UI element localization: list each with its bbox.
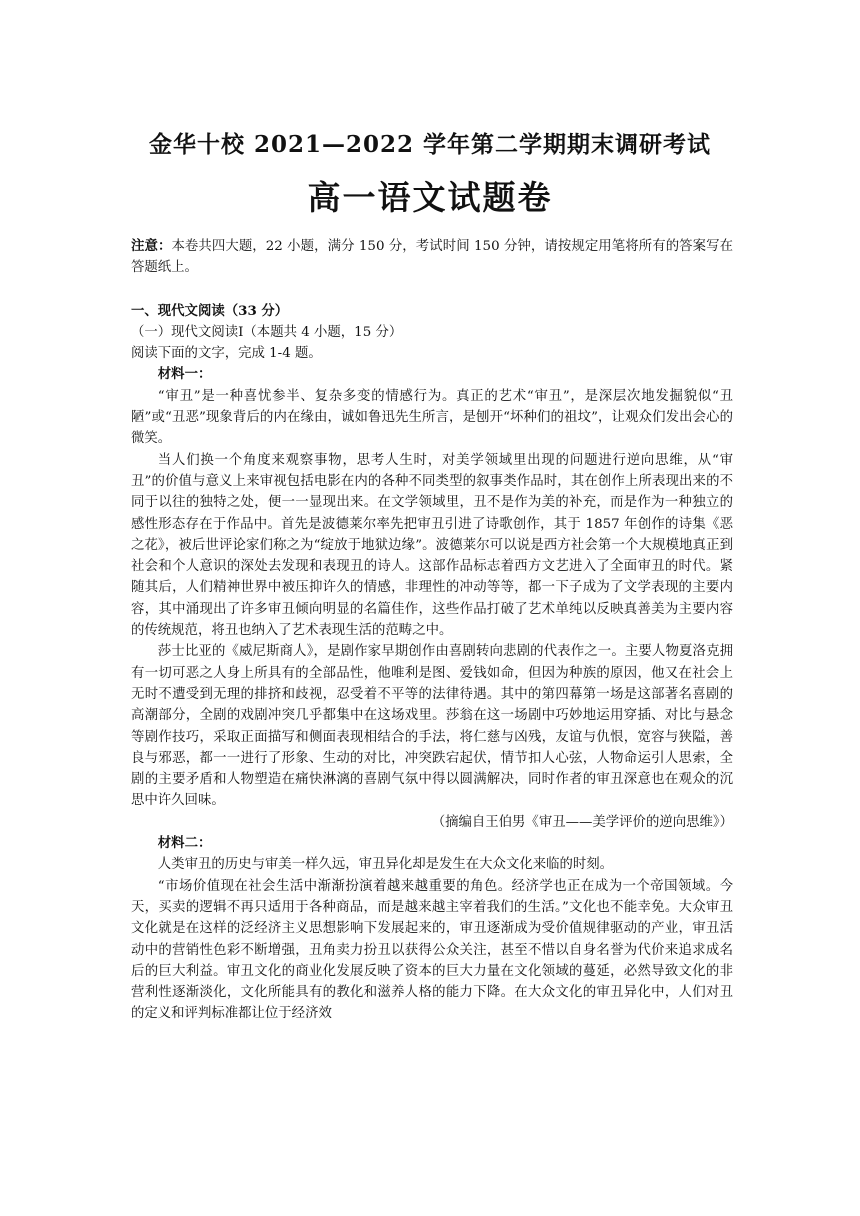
exam-subject-title: 高一语文试题卷 (307, 178, 553, 217)
sub-section-heading: （一）现代文阅读Ⅰ（本题共 4 小题，15 分） (131, 324, 403, 340)
notice (131, 236, 733, 279)
material-1-source: （摘编自王伯男《审丑——美学评价的逆向思维》） (431, 814, 733, 830)
notice-label: 注意： (131, 238, 172, 254)
material-1-label: 材料一： (157, 366, 212, 383)
material-2-label: 材料二： (157, 835, 212, 852)
exam-content (131, 236, 733, 1025)
notice-text: 本卷共四大题，22 小题，满分 150 分，考试时间 150 分钟，请按规定用笔将所有的答案写在答题纸上。 (131, 239, 733, 276)
reading-instruction: 阅读下面的文字，完成 1-4 题。 (131, 346, 322, 362)
section-heading: 一、现代文阅读（33 分） (131, 302, 289, 319)
exam-title: 金华十校 2021—2022 学年第二学期期末调研考试 (148, 131, 712, 158)
material-1-paragraph: “审丑”是一种喜忧参半、复杂多变的情感行为。真正的艺术“审丑”，是深层次地发掘貌似“丑陋”或“丑恶”现象背后的内在缘由，诚如鲁迅先生所言，是刨开“坏种们的祖坟”，让观众们发出会心的微笑。 (131, 388, 733, 447)
material-1-paragraph: 当人们换一个角度来观察事物，思考人生时，对美学领域里出现的问题进行逆向思维，从“审丑”的价值与意义上来审视包括电影在内的各种不同类型的叙事类作品时，其在创作上所表现出来的不同于以往的独特之处，便一一显现出来。在文学领域里，丑不是作为美的补充，而是作为一种独立的感性形态存在于作品中。首先是波德莱尔率先把审丑引进了诗歌创作，其于 1857 年创作的诗集《恶之花》，被后世评论家们称之为“绽放于地狱边缘”。波德莱尔可以说是西方社会第一个大规模地真正到社会和个人意识的深处去发现和表现丑的诗人。这部作品标志着西方文艺进入了全面审丑的时代。紧随其后，人们精神世界中被压抑许久的情感，非理性的冲动等等，都一下子成为了文学表现的主要内容，其中涌现出了许多审丑倾向明显的名篇佳作，这些作品打破了艺术单纯以反映真善美为主要内容的传统规范，将丑也纳入了艺术表现生活的范畴之中。 (131, 452, 733, 639)
material-2-paragraph: “市场价值现在社会生活中渐渐扮演着越来越重要的角色。经济学也正在成为一个帝国领域。今天，买卖的逻辑不再只适用于各种商品，而是越来越主宰着我们的生活。”文化也不能幸免。大众审丑文化就是在这样的泛经济主义思想影响下发展起来的，审丑逐渐成为受价值规律驱动的产业，审丑活动中的营销性色彩不断增强，丑角卖力扮丑以获得公众关注，甚至不惜以自身名誉为代价来追求成名后的巨大利益。审丑文化的商业化发展反映了资本的巨大力量在文化领域的蔓延，必然导致文化的非营利性逐渐淡化，文化所能具有的教化和滋养人格的能力下降。在大众文化的审丑异化中，人们对丑的定义和评判标准都让位于经济效 (131, 878, 733, 1022)
material-1-paragraph: 莎士比亚的《威尼斯商人》，是剧作家早期创作由喜剧转向悲剧的代表作之一。主要人物夏洛克拥有一切可恶之人身上所具有的全部品性，他唯利是图、爱钱如命，但因为种族的原因，他又在社会上无时不遭受到无理的排挤和歧视，忍受着不平等的法律待遇。其中的第四幕第一场是这部著名喜剧的高潮部分，全剧的戏剧冲突几乎都集中在这场戏里。莎翁在这一场剧中巧妙地运用穿插、对比与悬念等剧作技巧，采取正面描写和侧面表现相结合的手法，将仁慈与凶残，友谊与仇恨，宽容与狭隘，善良与邪恶，都一一进行了形象、生动的对比，冲突跌宕起伏，情节扣人心弦，人物命运引人思索，全剧的主要矛盾和人物塑造在痛快淋漓的喜剧气氛中得以圆满解决，同时作者的审丑深意也在观众的沉思中许久回味。 (131, 644, 733, 809)
material-2-paragraph: 人类审丑的历史与审美一样久远，审丑异化却是发生在大众文化来临的时刻。 (157, 857, 614, 873)
